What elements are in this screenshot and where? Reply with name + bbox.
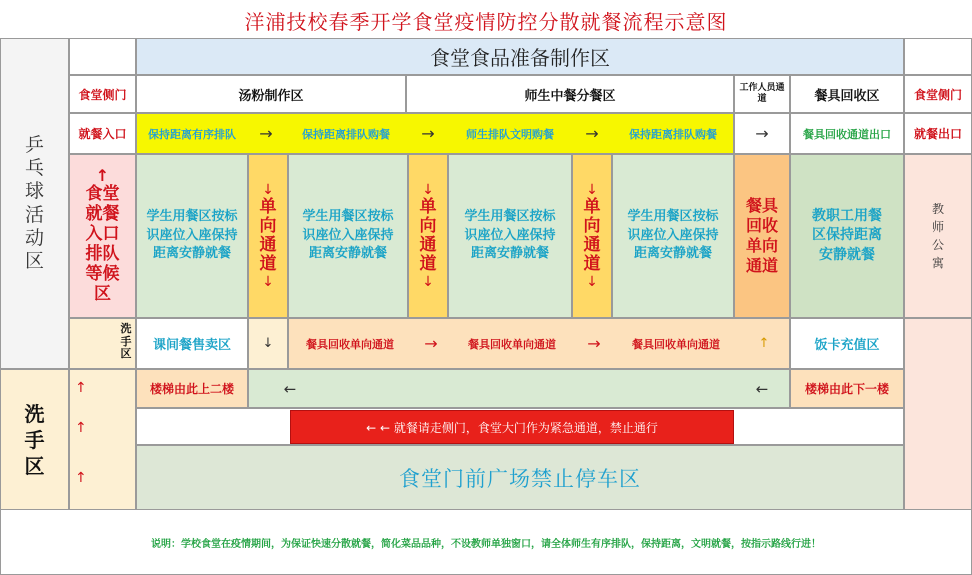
student-dining-zone-4 bbox=[612, 154, 734, 318]
soup-noodle-zone: 汤粉制作区 bbox=[136, 75, 406, 113]
return-up-arrow: ↑ bbox=[758, 336, 770, 351]
tableware-return-zone: 餐具回收区 bbox=[790, 75, 904, 113]
pingpong-label: 乒乓球活动区 bbox=[24, 133, 44, 272]
one-way-arrow-1b: ↓ bbox=[262, 274, 274, 291]
side-door-left[interactable]: 食堂侧门 bbox=[69, 75, 136, 113]
stairs-left-arrow-2: ← bbox=[755, 379, 769, 398]
staff-passage: 工作人员通道 bbox=[734, 75, 790, 113]
page-title: 洋浦技校春季开学食堂疫情防控分散就餐流程示意图 bbox=[244, 9, 728, 34]
queue-text-3: 师生排队文明购餐 bbox=[466, 127, 554, 141]
pingpong-area bbox=[0, 38, 69, 369]
stairs-left-arrow-1: ← bbox=[283, 379, 297, 398]
queue-arrow-4: → bbox=[734, 113, 790, 154]
staff-dining-zone bbox=[790, 154, 904, 318]
queue-arrow-3: → bbox=[585, 124, 599, 143]
student-dining-label-4: 学生用餐区按标识座位入座保持距离安静就餐 bbox=[627, 208, 719, 262]
queue-waiting-label: 食堂就餐入口排队等候区 bbox=[85, 183, 120, 305]
dining-entrance[interactable]: 就餐入口 bbox=[69, 113, 136, 154]
queue-text-1: 保持距离有序排队 bbox=[148, 127, 236, 141]
one-way-label-3: 单向通道 bbox=[583, 196, 601, 275]
right-lower-area bbox=[904, 318, 972, 510]
student-dining-label-3: 学生用餐区按标识座位入座保持距离安静就餐 bbox=[464, 208, 556, 262]
one-way-arrow-3b: ↓ bbox=[586, 274, 598, 291]
student-dining-label-1: 学生用餐区按标识座位入座保持距离安静就餐 bbox=[146, 208, 238, 262]
queue-text-2: 保持距离排队购餐 bbox=[302, 127, 390, 141]
wash-hand-area-small bbox=[69, 318, 136, 369]
stairs-up: 楼梯由此上二楼 bbox=[136, 369, 248, 408]
tableware-return-one-way-label: 餐具回收单向通道 bbox=[745, 196, 778, 275]
queue-text-4: 保持距离排队购餐 bbox=[629, 127, 717, 141]
wash-hand-area-large bbox=[0, 369, 69, 510]
no-parking-plaza: 食堂门前广场禁止停车区 bbox=[136, 445, 904, 510]
lunch-serving-zone: 师生中餐分餐区 bbox=[406, 75, 734, 113]
stairs-passage bbox=[248, 369, 790, 408]
queue-arrow-2: → bbox=[421, 124, 435, 143]
right-top-blank bbox=[904, 38, 972, 75]
return-down-arrow: ↓ bbox=[248, 318, 288, 369]
one-way-passage-1 bbox=[248, 154, 288, 318]
wash-hand-label-small: 洗手区 bbox=[120, 322, 132, 361]
one-way-passage-3 bbox=[572, 154, 612, 318]
one-way-arrow-1a: ↓ bbox=[262, 181, 274, 198]
student-dining-zone-2 bbox=[288, 154, 408, 318]
teacher-apartment-label: 教师公寓 bbox=[931, 202, 944, 270]
meal-card-topup: 饭卡充值区 bbox=[790, 318, 904, 369]
return-text-1: 餐具回收单向通道 bbox=[306, 337, 394, 351]
return-text-2: 餐具回收单向通道 bbox=[468, 337, 556, 351]
entry-path bbox=[69, 369, 136, 510]
queue-waiting-area bbox=[69, 154, 136, 318]
snack-sale-zone: 课间餐售卖区 bbox=[136, 318, 248, 369]
queue-up-arrow: ↑ bbox=[95, 165, 110, 185]
staff-dining-label: 教职工用餐区保持距离安静就餐 bbox=[812, 207, 882, 263]
left-top-blank bbox=[69, 38, 136, 75]
stairs-down: 楼梯由此下一楼 bbox=[790, 369, 904, 408]
student-dining-zone-1 bbox=[136, 154, 248, 318]
student-dining-label-2: 学生用餐区按标识座位入座保持距离安静就餐 bbox=[302, 208, 394, 262]
one-way-passage-2 bbox=[408, 154, 448, 318]
student-dining-zone-3 bbox=[448, 154, 572, 318]
food-prep-area: 食堂食品准备制作区 bbox=[136, 38, 904, 75]
one-way-arrow-3a: ↓ bbox=[586, 181, 598, 198]
tableware-return-one-way bbox=[734, 154, 790, 318]
one-way-label-2: 单向通道 bbox=[419, 196, 437, 275]
one-way-arrow-2b: ↓ bbox=[422, 274, 434, 291]
return-text-3: 餐具回收单向通道 bbox=[632, 337, 720, 351]
return-arrow-1: → bbox=[424, 334, 438, 353]
emergency-notice: ← ← 就餐请走侧门，食堂大门作为紧急通道，禁止通行 bbox=[290, 410, 734, 444]
dining-exit[interactable]: 就餐出口 bbox=[904, 113, 972, 154]
queue-arrow-1: → bbox=[259, 124, 273, 143]
one-way-arrow-2a: ↓ bbox=[422, 181, 434, 198]
path-up-arrow-1: ↑ bbox=[75, 380, 87, 396]
path-up-arrow-2: ↑ bbox=[75, 420, 87, 436]
wash-hand-label-large: 洗手区 bbox=[24, 401, 45, 478]
one-way-label-1: 单向通道 bbox=[259, 196, 277, 275]
explanation-note: 说明：学校食堂在疫情期间，为保证快速分散就餐，简化菜品品种，不设教师单独窗口，请全体师生有序排队，保持距离，文明就餐，按指示路线行进！ bbox=[151, 539, 821, 550]
tableware-exit-passage: 餐具回收通道出口 bbox=[790, 113, 904, 154]
side-door-right[interactable]: 食堂侧门 bbox=[904, 75, 972, 113]
path-up-arrow-3: ↑ bbox=[75, 470, 87, 486]
return-arrow-2: → bbox=[587, 334, 601, 353]
teacher-apartment bbox=[904, 154, 972, 318]
